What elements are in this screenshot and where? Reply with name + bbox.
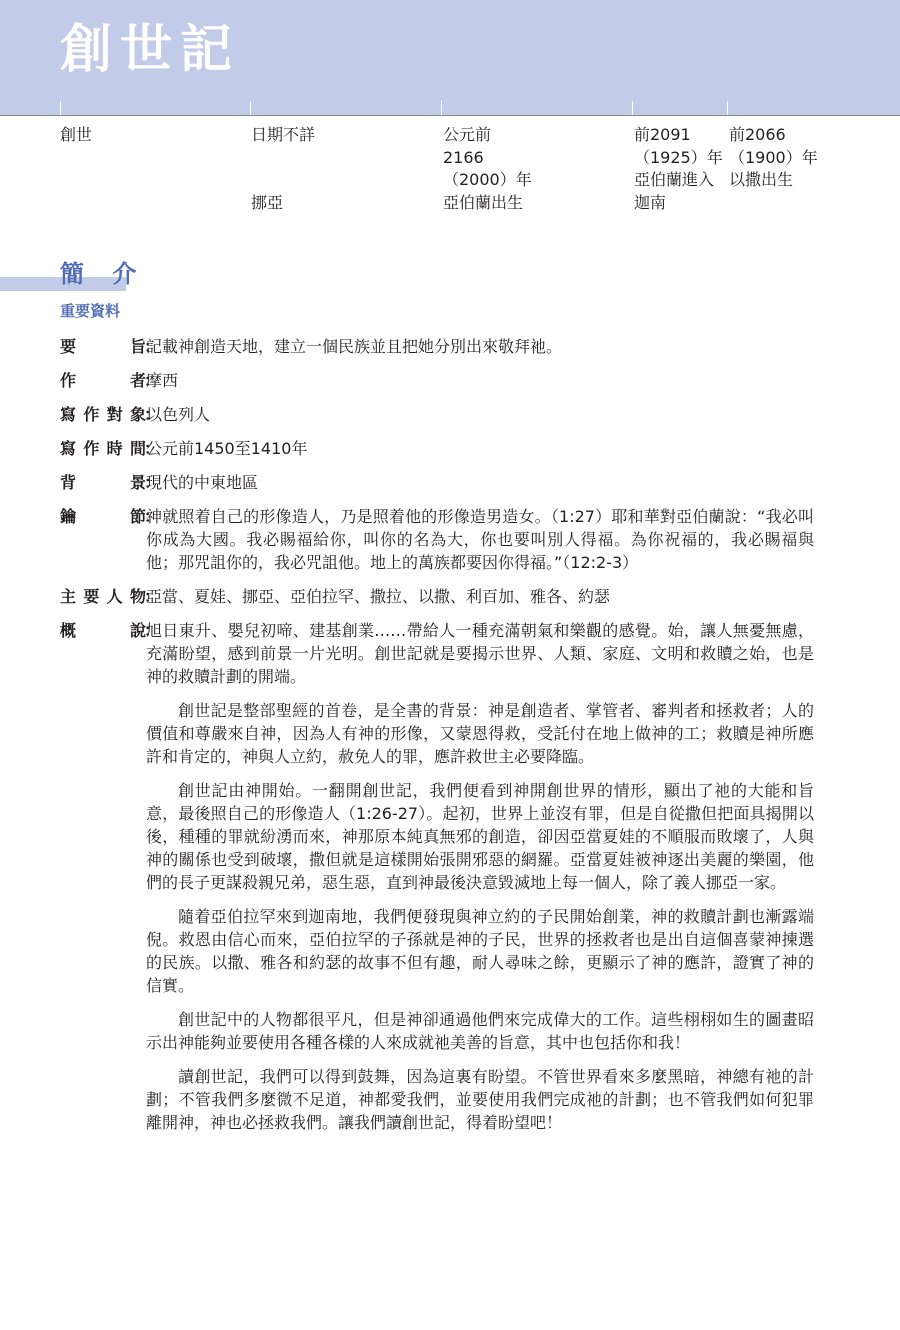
timeline-line-text: 迦南 — [634, 192, 667, 212]
fact-label: 鑰節 — [60, 507, 146, 526]
timeline-line — [0, 115, 900, 116]
overview-paragraph: 讀創世記，我們可以得到鼓舞，因為這裏有盼望。不管世界看來多麼黑暗，神總有祂的計劃；不管我們多麼微不足道，神都愛我們，並要使用我們完成祂的計劃；也不管我們如何犯罪離開神，神也必拯救我們。讓我們讀創世記，得着盼望吧！ — [146, 1067, 814, 1132]
fact-label: 背景 — [60, 473, 146, 492]
overview-body — [146, 619, 814, 1145]
timeline-line-text: 以撒出生 — [729, 170, 794, 189]
timeline-label: 創世 — [60, 125, 93, 144]
fact-value: 記載神創造天地，建立一個民族並且把她分別出來敬拜祂。 — [146, 337, 563, 356]
timeline-col-noah-name — [251, 192, 283, 215]
fact-value: 以色列人 — [146, 405, 211, 424]
timeline-line-text: （1900）年 — [729, 147, 818, 167]
fact-people — [60, 585, 814, 608]
timeline-line-text: 2166 — [443, 147, 484, 167]
fact-value: 公元前1450至1410年 — [146, 439, 308, 458]
fact-overview — [60, 619, 814, 1145]
fact-value: 亞當、夏娃、挪亞、亞伯拉罕、撒拉、以撒、利百加、雅各、約瑟 — [146, 587, 611, 606]
fact-key-verse — [60, 505, 814, 574]
fact-label: 要旨 — [60, 337, 146, 356]
timeline-line-text: 亞伯蘭出生 — [443, 192, 524, 212]
overview-paragraph: 旭日東升、嬰兒初啼、建基創業……帶給人一種充滿朝氣和樂觀的感覺。始，讓人無憂無慮，充滿盼望，感到前景一片光明。創世記就是要揭示世界、人類、家庭、文明和救贖之始，也是神的救贖計劃的開端。 — [146, 621, 814, 686]
fact-date — [60, 437, 814, 460]
section-subtitle: 重要資料 — [60, 302, 121, 320]
fact-label: 概說 — [60, 621, 146, 640]
fact-purpose — [60, 335, 814, 358]
fact-label: 寫作對象 — [60, 405, 146, 424]
overview-paragraph: 創世記是整部聖經的首卷，是全書的背景：神是創造者、掌管者、審判者和拯救者；人的價值和尊嚴來自神，因為人有神的形像，又蒙恩得救，受託付在地上做神的工；救贖是神所應許和肯定的，神與人立約，赦免人的罪，應許救世主必要降臨。 — [146, 701, 814, 766]
book-title: 創世記 — [60, 20, 241, 80]
timeline-tick — [632, 101, 633, 115]
fact-value: 摩西 — [146, 371, 179, 390]
fact-value: 現代的中東地區 — [146, 473, 259, 492]
fact-value: 神就照着自己的形像造人，乃是照着他的形像造男造女。（1:27）耶和華對亞伯蘭說：“我必叫你成為大國。我必賜福給你，叫你的名為大，你也要叫別人得福。為你祝福的，我必賜福與他；那咒詛你的，我必咒詛他。地上的萬族都要因你得福。”（12:2-3） — [146, 507, 814, 572]
timeline-line-text: （2000）年 — [443, 170, 532, 189]
timeline-line-text: （1925）年 — [634, 147, 723, 167]
timeline-col-creation — [60, 124, 92, 147]
timeline-label: 挪亞 — [251, 193, 284, 212]
timeline-col-abram-born — [443, 124, 532, 214]
timeline-tick — [250, 101, 251, 115]
fact-audience — [60, 403, 814, 426]
timeline-line-text: 前2091 — [634, 125, 691, 144]
overview-paragraph: 創世記中的人物都很平凡，但是神卻通過他們來完成偉大的工作。這些栩栩如生的圖畫昭示出神能夠並要使用各種各樣的人來成就祂美善的旨意，其中也包括你和我！ — [146, 1010, 814, 1052]
timeline-col-abram-canaan — [634, 124, 723, 214]
timeline-col-noah — [251, 124, 315, 147]
timeline-line-text: 公元前 — [443, 125, 492, 144]
timeline-line-text: 前2066 — [729, 125, 786, 144]
timeline-label: 日期不詳 — [251, 125, 316, 144]
fact-label: 作者 — [60, 371, 146, 390]
timeline-line-text: 亞伯蘭進入 — [634, 170, 715, 189]
timeline-tick — [727, 101, 728, 115]
key-facts — [60, 335, 814, 1145]
fact-setting — [60, 471, 814, 494]
timeline-tick — [60, 101, 61, 115]
fact-label: 寫作時間 — [60, 439, 146, 458]
section-title: 簡 介 — [60, 260, 147, 288]
fact-label: 主要人物 — [60, 587, 146, 606]
overview-paragraph: 隨着亞伯拉罕來到迦南地，我們便發現與神立約的子民開始創業，神的救贖計劃也漸露端倪。救恩由信心而來，亞伯拉罕的子孫就是神的子民，世界的拯救者也是出自這個喜蒙神揀選的民族。以撒、雅各和約瑟的故事不但有趣，耐人尋味之餘，更顯示了神的應許，證實了神的信實。 — [146, 907, 814, 995]
overview-paragraph: 創世記由神開始。一翻開創世記，我們便看到神開創世界的情形，顯出了祂的大能和旨意，最後照自己的形像造人（1:26-27）。起初，世界上並沒有罪，但是自從撒但把面具揭開以後，種種的罪就紛湧而來，神那原本純真無邪的創造，卻因亞當夏娃的不順服而敗壞了，人與神的關係也受到破壞，撒但就是這樣開始張開邪惡的網羅。亞當夏娃被神逐出美麗的樂園，他們的長子更謀殺親兄弟，惡生惡，直到神最後決意毀滅地上每一個人，除了義人挪亞一家。 — [146, 781, 814, 892]
fact-author — [60, 369, 814, 392]
timeline-tick — [441, 101, 442, 115]
timeline-col-isaac-born — [729, 124, 818, 192]
